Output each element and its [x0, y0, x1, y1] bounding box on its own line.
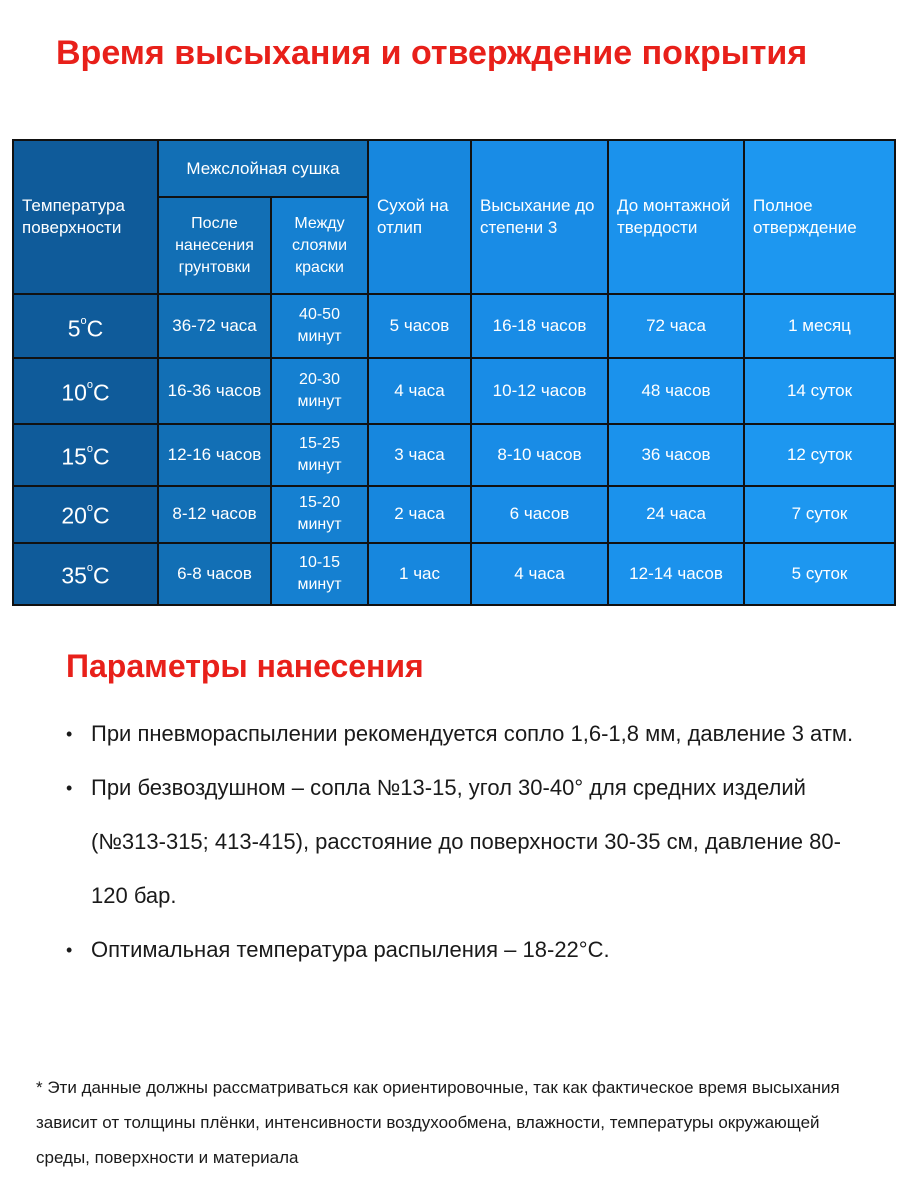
table-cell: 20-30 минут — [271, 358, 368, 423]
degree-mark: o — [86, 562, 94, 575]
degree-mark: o — [86, 379, 94, 392]
degree-mark: o — [86, 502, 94, 515]
temperature-cell — [13, 543, 158, 605]
drying-table-container — [12, 139, 894, 606]
temperature-cell — [13, 294, 158, 358]
temperature-value: 20 — [61, 503, 87, 530]
table-cell: 15-20 минут — [271, 486, 368, 543]
table-cell: 12-16 часов — [158, 424, 271, 486]
list-item: • Оптимальная температура распыления – 18-22°С. — [66, 923, 856, 977]
table-cell: 1 час — [368, 543, 471, 605]
header-temperature: Температура поверхности — [13, 140, 158, 294]
table-cell: 4 часа — [471, 543, 608, 605]
temperature-value: 5 — [67, 315, 81, 342]
table-row — [13, 424, 895, 486]
table-cell: 36-72 часа — [158, 294, 271, 358]
table-cell: 40-50 минут — [271, 294, 368, 358]
table-cell: 1 месяц — [744, 294, 895, 358]
temperature-unit: C — [93, 503, 110, 530]
degree-mark: o — [86, 442, 94, 455]
table-cell: 3 часа — [368, 424, 471, 486]
table-row — [13, 358, 895, 423]
list-item: • При пневмораспылении рекомендуется сопло 1,6-1,8 мм, давление 3 атм. — [66, 707, 856, 761]
table-cell: 8-12 часов — [158, 486, 271, 543]
header-interlayer: Межслойная сушка — [158, 140, 368, 197]
table-cell: 14 суток — [744, 358, 895, 423]
header-after-primer: После нанесения грунтовки — [158, 197, 271, 294]
page-title: Время высыхания и отверждение покрытия — [56, 34, 808, 72]
table-row — [13, 543, 895, 605]
table-cell: 2 часа — [368, 486, 471, 543]
temperature-unit: C — [93, 443, 110, 470]
table-cell: 72 часа — [608, 294, 744, 358]
temperature-value: 10 — [61, 379, 87, 406]
header-between-layers: Между слоями краски — [271, 197, 368, 294]
temperature-value: 15 — [61, 443, 87, 470]
table-cell: 6-8 часов — [158, 543, 271, 605]
table-cell: 48 часов — [608, 358, 744, 423]
header-mounting: До монтажной твердости — [608, 140, 744, 294]
drying-table — [12, 139, 896, 606]
table-cell: 7 суток — [744, 486, 895, 543]
params-list — [66, 707, 856, 977]
temperature-value: 35 — [61, 562, 87, 589]
temperature-unit: C — [93, 379, 110, 406]
temperature-cell — [13, 424, 158, 486]
temperature-cell — [13, 358, 158, 423]
header-dry-touch: Сухой на отлип — [368, 140, 471, 294]
list-item: • При безвоздушном – сопла №13-15, угол 30-40° для средних изделий (№313-315; 413-415), расстояние до поверхности 30-35 см, давление 80-120 бар. — [66, 761, 856, 923]
table-cell: 16-36 часов — [158, 358, 271, 423]
temperature-cell — [13, 486, 158, 543]
table-cell: 5 суток — [744, 543, 895, 605]
table-cell: 36 часов — [608, 424, 744, 486]
table-cell: 10-12 часов — [471, 358, 608, 423]
params-title: Параметры нанесения — [66, 648, 424, 684]
table-cell: 12 суток — [744, 424, 895, 486]
table-cell: 10-15 минут — [271, 543, 368, 605]
table-cell: 24 часа — [608, 486, 744, 543]
table-cell: 12-14 часов — [608, 543, 744, 605]
table-cell: 6 часов — [471, 486, 608, 543]
table-cell: 15-25 минут — [271, 424, 368, 486]
table-cell: 8-10 часов — [471, 424, 608, 486]
temperature-unit: C — [93, 562, 110, 589]
table-row — [13, 294, 895, 358]
degree-mark: o — [80, 314, 87, 327]
table-cell: 16-18 часов — [471, 294, 608, 358]
table-row — [13, 486, 895, 543]
footnote: * Эти данные должны рассматриваться как ориентировочные, так как фактическое время высыхания зависит от толщины плёнки, интенсивности воздухообмена, влажности, температуры окружающей среды, поверхности и материала — [36, 1078, 840, 1167]
temperature-unit: C — [86, 315, 104, 342]
header-full-cure: Полное отверждение — [744, 140, 895, 294]
table-cell: 4 часа — [368, 358, 471, 423]
header-dry-degree3: Высыхание до степени 3 — [471, 140, 608, 294]
table-cell: 5 часов — [368, 294, 471, 358]
